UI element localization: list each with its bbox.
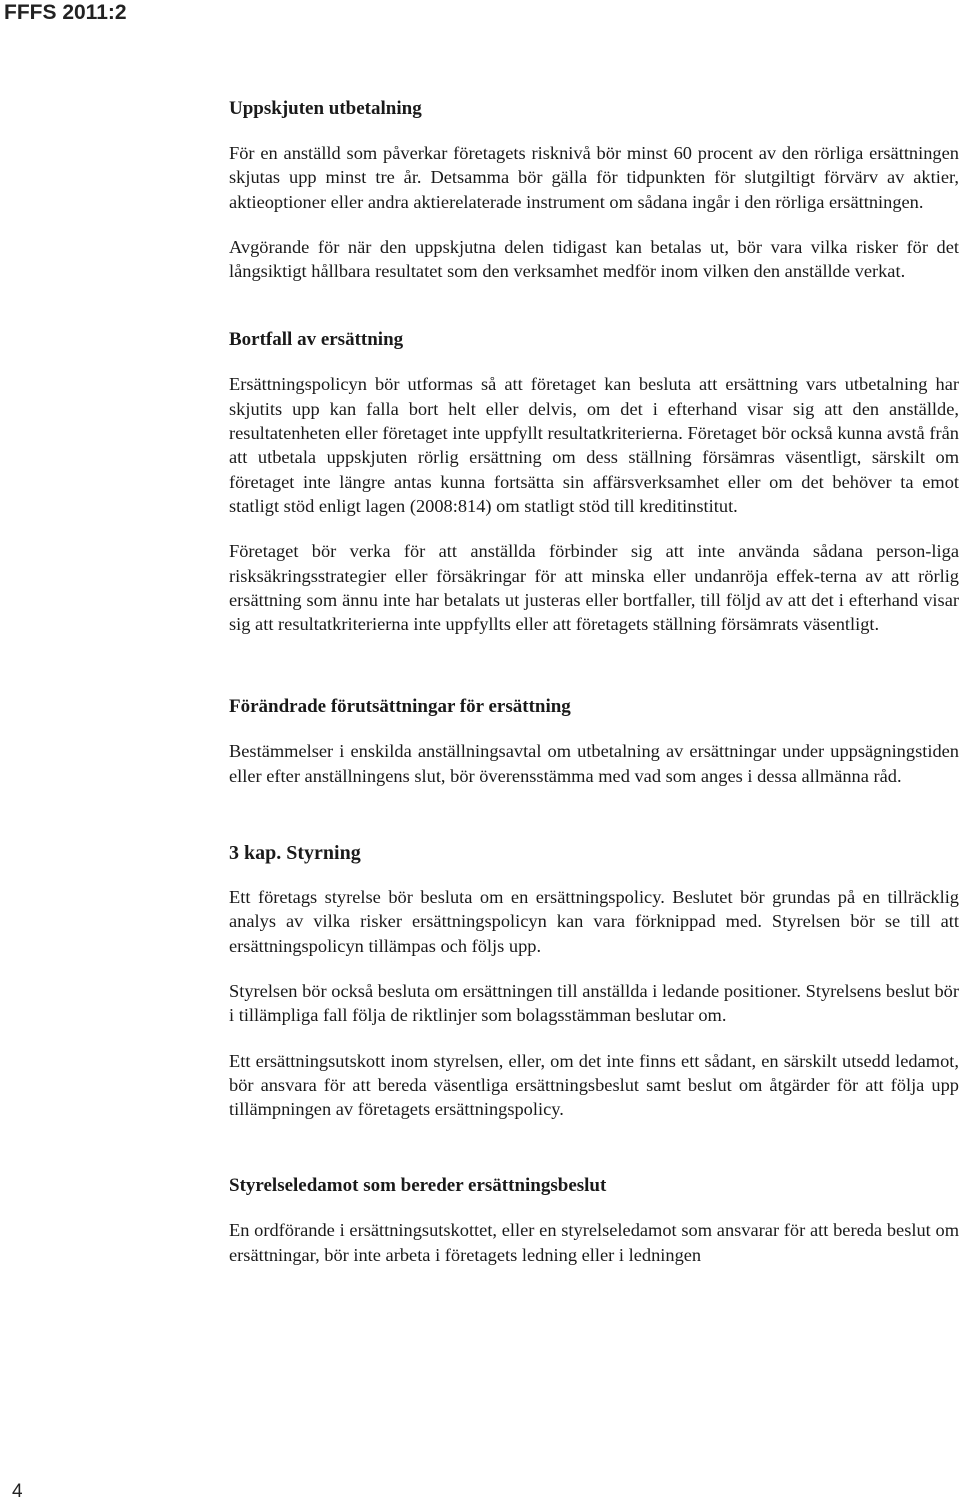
running-head: FFFS 2011:2 — [4, 1, 127, 24]
section-heading: Förändrade förutsättningar för ersättning — [229, 696, 571, 718]
section-bortfall-av-ersattning — [229, 327, 959, 636]
page-number: 4 — [12, 1481, 23, 1502]
paragraph: För en anställd som påverkar företagets risknivå bör minst 60 procent av den rörliga ersättningen skjutas upp minst tre år. Detsamma bör gälla för tidpunkten för slutgiltigt förvärv av aktier, aktieoptioner eller andra aktierelaterade instrument om sådana ingår i den rörliga ersättningen. — [229, 143, 959, 212]
paragraph: Ett företags styrelse bör besluta om en ersättningspolicy. Beslutet bör grundas på en tillräcklig analys av vilka risker ersättningspolicyn kan vara förknippad med. Styrelsen bör se till att ersättningspolicyn tillämpas och följs upp. — [229, 887, 959, 956]
section-heading: Bortfall av ersättning — [229, 329, 404, 351]
section-forandrade-forutsattningar — [229, 694, 959, 788]
paragraph: Ersättningspolicyn bör utformas så att företaget kan besluta att ersättning vars utbetalning har skjutits upp kan falla bort helt eller delvis, om det i efterhand visar sig att den anställde, resultatenheten eller företaget inte uppfyllt resultatkriterierna. Företaget bör också kunna avstå från att utbetala uppskjuten rörlig ersättning om dess ställning försämras väsentligt, särskilt om företaget inte längre antas kunna fortsätta sin affärsverksamhet eller om det behöver ta emot statligt stöd enligt lagen (2008:814) om statligt stöd till kreditinstitut. — [229, 374, 959, 516]
paragraph: En ordförande i ersättningsutskottet, eller en styrelseledamot som ansvarar för att bereda beslut om ersättningar, bör inte arbeta i företagets ledning eller i ledningen — [229, 1220, 959, 1265]
paragraph: Avgörande för när den uppskjutna delen tidigast kan betalas ut, bör vara vilka risker för det långsiktigt hållbara resultatet som den verksamhet medför inom vilken den anställde verkat. — [229, 236, 959, 282]
section-heading: Styrelseledamot som bereder ersättningsbeslut — [229, 1175, 607, 1197]
chapter-heading: 3 kap. Styrning — [229, 842, 361, 865]
section-uppskjuten-utbetalning — [229, 96, 959, 283]
section-heading: Uppskjuten utbetalning — [229, 98, 422, 119]
paragraph: Företaget bör verka för att anställda förbinder sig att inte använda sådana person-liga risksäkringsstrategier eller försäkringar för att minska eller undanröja effek-terna av att rörlig ersättning som ännu inte har betalats ut justeras eller bortfaller, till följd av att det i efterhand visar sig att resultatkriterierna inte uppfyllts eller att företagets ställning försämrats väsentligt. — [229, 541, 959, 635]
paragraph: Ett ersättningsutskott inom styrelsen, eller, om det inte finns ett sådant, en särskilt utsedd ledamot, bör ansvara för att bereda väsentliga ersättningsbeslut samt beslut om åtgärder för att följa upp tillämpningen av företagets ersättningspolicy. — [229, 1050, 959, 1120]
paragraph: Bestämmelser i enskilda anställningsavtal om utbetalning av ersättningar under uppsägningstiden eller efter anställningens slut, bör överensstämma med vad som anges i dessa allmänna råd. — [229, 741, 959, 786]
document-body — [229, 96, 959, 1288]
section-styrelseledamot — [229, 1173, 959, 1267]
paragraph: Styrelsen bör också besluta om ersättningen till anställda i ledande positioner. Styrelsens beslut bör i tillämpliga fall följa de riktlinjer som bolagsstämman beslutar om. — [229, 980, 959, 1026]
chapter-3-styrning — [229, 840, 959, 1121]
